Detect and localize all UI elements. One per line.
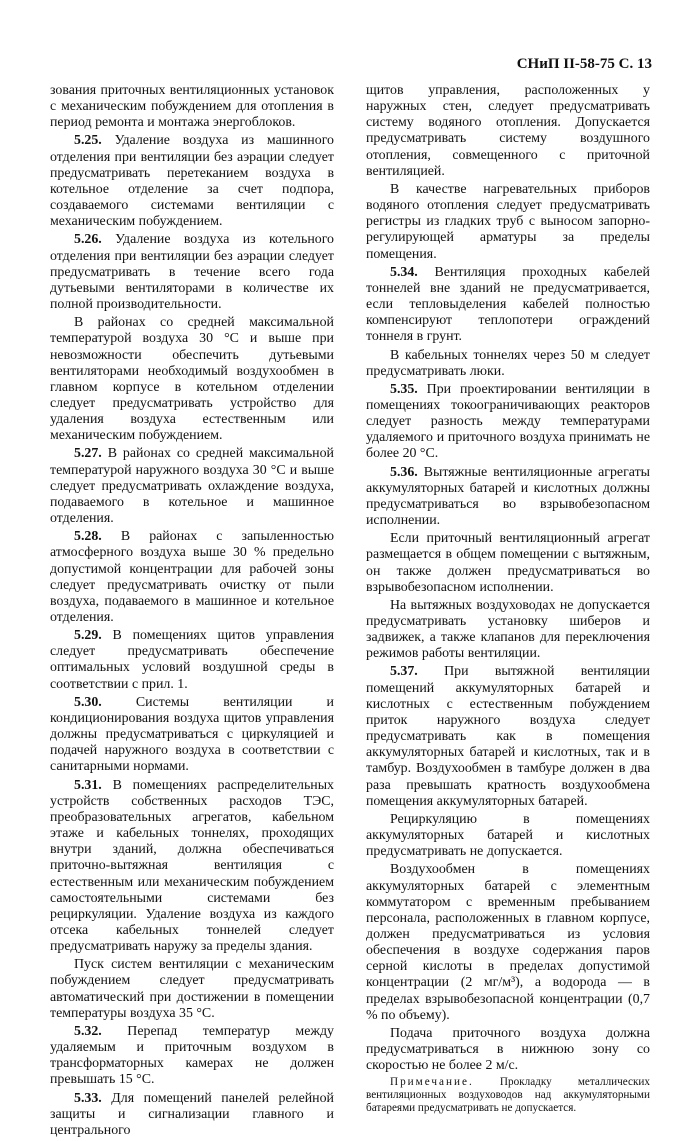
clause-number: 5.34.	[390, 264, 418, 280]
paragraph: 5.30. Системы вентиляции и кондиционирования воздуха щитов управления должны предусматриваться с циркуляцией и подачей наружного воздуха в соответствии с санитарными нормами.	[50, 694, 334, 775]
paragraph: 5.29. В помещениях щитов управления следует предусматривать обеспечение оптимальных условий воздушной среды в соответствии с прил. 1.	[50, 628, 334, 692]
clause-number: 5.28.	[74, 529, 102, 545]
paragraph: 5.27. В районах со средней максимальной температурой наружного воздуха 30 °С и выше следует предусматривать охлаждение воздуха, подаваемого в котельное и машинное отделения.	[50, 446, 334, 527]
paragraph: Подача приточного воздуха должна предусматриваться в нижнюю зону со скоростью не более 2 м/с.	[366, 1025, 650, 1074]
left-column	[50, 83, 334, 1141]
paragraph: В качестве нагревательных приборов водяного отопления следует предусматривать регистры из гладких труб с выносом запорно-регулирующей арматуры за пределы помещения.	[366, 181, 650, 262]
paragraph: 5.33. Для помещений панелей релейной защиты и сигнализации главного и центрального	[50, 1090, 334, 1138]
paragraph: На вытяжных воздуховодах не допускается предусматривать установку шиберов и задвижек, а также клапанов для переключения режимов работы вентиляции.	[366, 597, 650, 662]
page-header: СНиП II-58-75 С. 13	[516, 56, 652, 72]
paragraph: Воздухообмен в помещениях аккумуляторных батарей с элементным коммутатором с временным пребыванием персонала, расположенных в главном корпусе, должен предусматриваться из условия обеспечения в воздухе содержания паров серной кислоты в пределах допустимой концентрации (2 мг/м³), а водорода — в пределах взрывобезопасной концентрации (0,7 % по объему).	[366, 862, 650, 1023]
paragraph: 5.31. В помещениях распределительных устройств собственных расходов ТЭС, преобразовательных агрегатов, кабельном этаже и кабельных тоннелях, проходящих внутри зданий, должна обеспечиваться приточно-вытяжная вентиляция с естественным или механическим побуждением самостоятельными системами без рециркуляции. Удаление воздуха из каждого отсека кабельных тоннелей следует предусматривать наружу за пределы здания.	[50, 777, 334, 955]
clause-number: 5.26.	[74, 232, 102, 248]
clause-number: 5.31.	[74, 777, 102, 793]
paragraph: 5.37. При вытяжной вентиляции помещений аккумуляторных батарей и кислотных с естественным побуждением приток наружного воздуха следует предусматривать как в помещения аккумуляторных батарей и кислотных, так и в тамбур. Воздухообмен в тамбуре должен в два раза превышать кратность воздухообмена помещения аккумуляторных батарей.	[366, 664, 650, 809]
clause-number: 5.25.	[74, 133, 102, 149]
clause-number: 5.32.	[74, 1023, 102, 1039]
clause-number: 5.36.	[390, 464, 418, 480]
paragraph: Рециркуляцию в помещениях аккумуляторных батарей и кислотных предусматривать не допускается.	[366, 811, 650, 860]
note-text: Прокладку металлических вентиляционных воздуховодов над аккумуляторными батареями предусматривать не допускается.	[366, 1076, 650, 1115]
clause-number: 5.30.	[74, 694, 102, 710]
right-column	[366, 83, 650, 1117]
clause-number: 5.27.	[74, 446, 102, 462]
paragraph: В кабельных тоннелях через 50 м следует предусматривать люки.	[366, 347, 650, 379]
paragraph: 5.32. Перепад температур между удаляемым и приточным воздухом в трансформаторных камерах не должен превышать 15 °С.	[50, 1023, 334, 1088]
paragraph: 5.36. Вытяжные вентиляционные агрегаты аккумуляторных батарей и кислотных должны предусматриваться во взрывобезопасном исполнении.	[366, 464, 650, 529]
paragraph: Пуск систем вентиляции с механическим побуждением следует предусматривать автоматический при достижении в помещении температуры воздуха 35 °С.	[50, 957, 334, 1021]
paragraph: В районах со средней максимальной температурой воздуха 30 °С и выше при невозможности обеспечить дутьевыми вентиляторами необходимый воздухообмен в главном корпусе в котельном отделении следует предусматривать устройство для удаления воздуха естественным или механическим побуждением.	[50, 315, 334, 444]
paragraph: 5.26. Удаление воздуха из котельного отделения при вентиляции без аэрации следует предусматривать в течение всего года дутьевыми вентиляторами в количестве их полной производительности.	[50, 232, 334, 313]
clause-number: 5.35.	[390, 381, 418, 397]
paragraph: щитов управления, расположенных у наружных стен, следует предусматривать систему водяного отопления. Допускается предусматривать систему воздушного отопления, совмещенного с приточной вентиляцией.	[366, 83, 650, 179]
note	[366, 1076, 650, 1115]
clause-number: 5.29.	[74, 628, 102, 644]
paragraph: Если приточный вентиляционный агрегат размещается в общем помещении с вытяжным, он также должен предусматриваться во взрывобезопасном исполнении.	[366, 531, 650, 595]
clause-number: 5.37.	[390, 664, 418, 680]
note-label: Примечание.	[390, 1076, 474, 1089]
paragraph: 5.34. Вентиляция проходных кабелей тоннелей вне зданий не предусматривается, если тепловыделения кабелей полностью компенсируют теплопотери ограждений тоннеля в грунт.	[366, 264, 650, 345]
paragraph: 5.25. Удаление воздуха из машинного отделения при вентиляции без аэрации следует предусматривать перетеканием воздуха в котельное отделение за счет подпора, создаваемого системами вентиляции с механическим побуждением.	[50, 133, 334, 230]
paragraph: 5.28. В районах с запыленностью атмосферного воздуха выше 30 % предельно допустимой концентрации для рабочей зоны следует предусматривать очистку от пыли воздуха, подаваемого в машинное и котельное отделения.	[50, 529, 334, 625]
clause-number: 5.33.	[74, 1090, 102, 1106]
paragraph: зования приточных вентиляционных установок с механическим побуждением для отопления в период ремонта и монтажа энергоблоков.	[50, 83, 334, 131]
paragraph: 5.35. При проектировании вентиляции в помещениях токоограничивающих реакторов следует разность между температурами удаляемого и приточного воздуха принимать не более 20 °С.	[366, 381, 650, 462]
